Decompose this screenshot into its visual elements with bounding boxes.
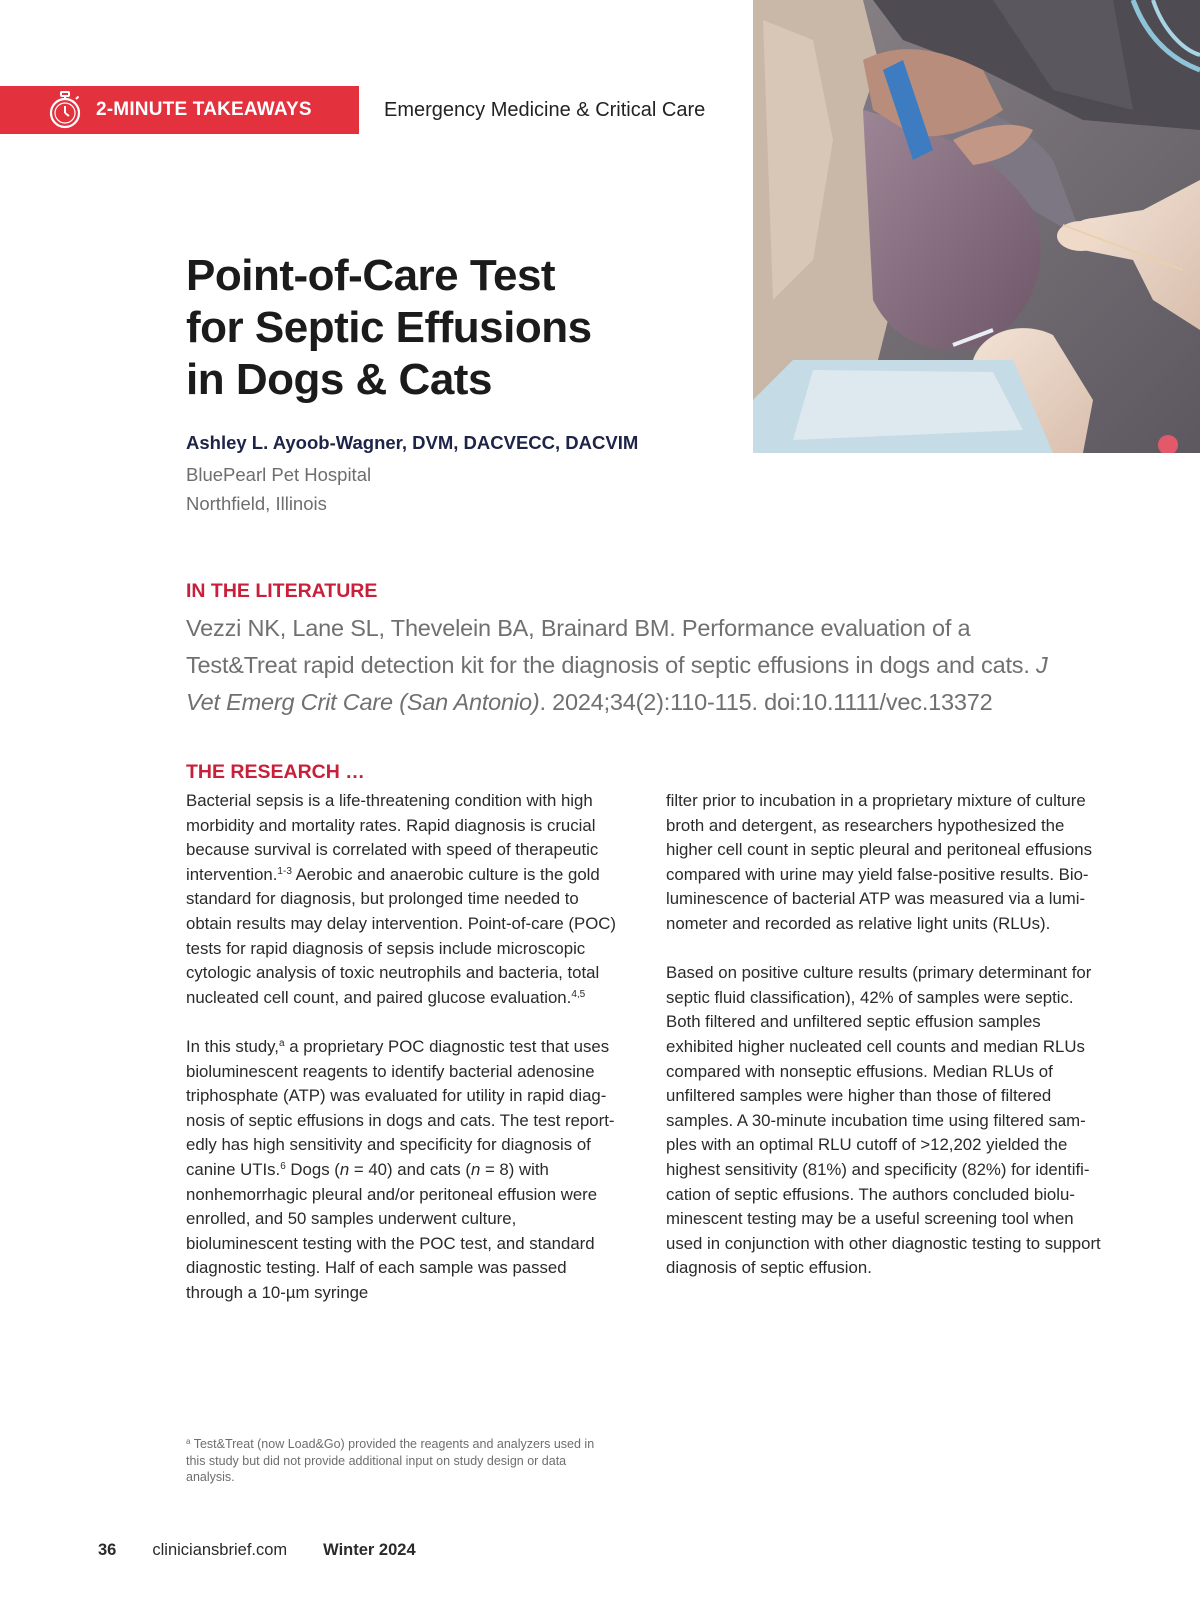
citation: [186, 610, 1086, 721]
affiliation-line: BluePearl Pet Hospital: [186, 464, 372, 485]
footnote-marker: a: [278, 1037, 285, 1049]
paragraph: Based on positive culture results (primary determinant for septic fluid classification), 42% of samples were septic. Both filtered and unfiltered septic effusion samples exhibited higher nucleated cell counts and median RLUs compared with nonseptic effusions. Median RLUs of unfiltered samples were higher than those of filtered samples. A 30-minute incubation time using filtered samples with an optimal RLU cutoff of >12,202 yielded the highest sensitivity (81%) and specificity (82%) for identification of septic effusions. The authors concluded bioluminescent testing may be a useful screening tool when used in conjunction with other diagnostic testing to support diagnosis of septic effusion.: [666, 963, 1101, 1278]
journal-name: J Vet Emerg Crit Care (San Antonio): [186, 652, 1048, 715]
page-footer: [98, 1541, 416, 1560]
procedure-photo-illustration: [753, 0, 1200, 453]
article-photo: [753, 0, 1200, 453]
banner-label: 2-MINUTE TAKEAWAYS: [96, 99, 312, 120]
takeaways-banner: [0, 86, 359, 134]
title-line: in Dogs & Cats: [186, 355, 492, 404]
author-affiliation: [186, 460, 371, 518]
paragraph: In this study,$^a$ a proprietary POC diagnostic test that uses bioluminescent reagents to identify bacterial adenosine triphosphate (ATP) was evaluated for utility in rapid diagnosis of septic effusions in dogs and cats. The test reportedly has high sensitivity and specificity for diagnosis of canine UTIs.$^6$ Dogs (n = 40) and cats (n = 8) with nonhemorrhagic pleural and/or peritoneal effusion were enrolled, and 50 samples underwent culture, bioluminescent testing with the POC test, and standard diagnostic testing. Half of each sample was passed through a 10-µm syringe: [186, 1036, 615, 1302]
stopwatch-icon: [48, 91, 82, 129]
issue-label: Winter 2024: [323, 1541, 416, 1559]
reference-superscript: 1-3: [277, 865, 292, 877]
footnote-text: Test&Treat (now Load&Go) provided the reagents and analyzers used in this study but did not provide additional input on study design or data analysis.: [186, 1437, 595, 1484]
reference-superscript: 6: [280, 1160, 286, 1172]
paragraph: Bacterial sepsis is a life-threatening condition with high morbidity and mortality rates. Rapid diagnosis is crucial because survival is correlated with speed of therapeutic intervention.$^{1-3}$ Aerobic and anaerobic culture is the gold standard for diagnosis, but prolonged time needed to obtain results may delay intervention. Point-of-care (POC) tests for rapid diagnosis of sepsis include microscopic cytologic analysis of toxic neutrophils and bacteria, total nucleated cell count, and paired glucose evaluation.$^{4,5}$: [186, 791, 616, 1007]
literature-heading: IN THE LITERATURE: [186, 580, 378, 602]
research-heading: THE RESEARCH …: [186, 761, 365, 783]
article-title: [186, 250, 592, 406]
page-number: 36: [98, 1541, 117, 1559]
reference-superscript: 4,5: [571, 988, 586, 1000]
affiliation-line: Northfield, Illinois: [186, 493, 327, 514]
footnote-marker: a: [186, 1437, 191, 1446]
citation-tail: . 2024;34(2):110-115. doi:10.1111/vec.13372: [539, 689, 993, 715]
author-name: Ashley L. Ayoob-Wagner, DVM, DACVECC, DACVIM: [186, 432, 639, 453]
site-link[interactable]: cliniciansbrief.com: [152, 1541, 288, 1559]
footnote: [186, 1436, 616, 1486]
citation-text: Vezzi NK, Lane SL, Thevelein BA, Brainard BM. Performance evaluation of a Test&Treat rapid detection kit for the diagnosis of septic effusions in dogs and cats.: [186, 615, 1036, 678]
paragraph: filter prior to incubation in a proprietary mixture of culture broth and detergent, as researchers hypothesized the higher cell count in septic pleural and peritoneal effusions compared with urine may yield false-positive results. Bioluminescence of bacterial ATP was measured via a luminometer and recorded as relative light units (RLUs).: [666, 791, 1093, 933]
section-name: Emergency Medicine & Critical Care: [384, 99, 706, 121]
research-column-left: [186, 789, 626, 1330]
title-line: for Septic Effusions: [186, 303, 592, 352]
title-line: Point-of-Care Test: [186, 251, 556, 300]
research-column-right: [666, 789, 1106, 1305]
